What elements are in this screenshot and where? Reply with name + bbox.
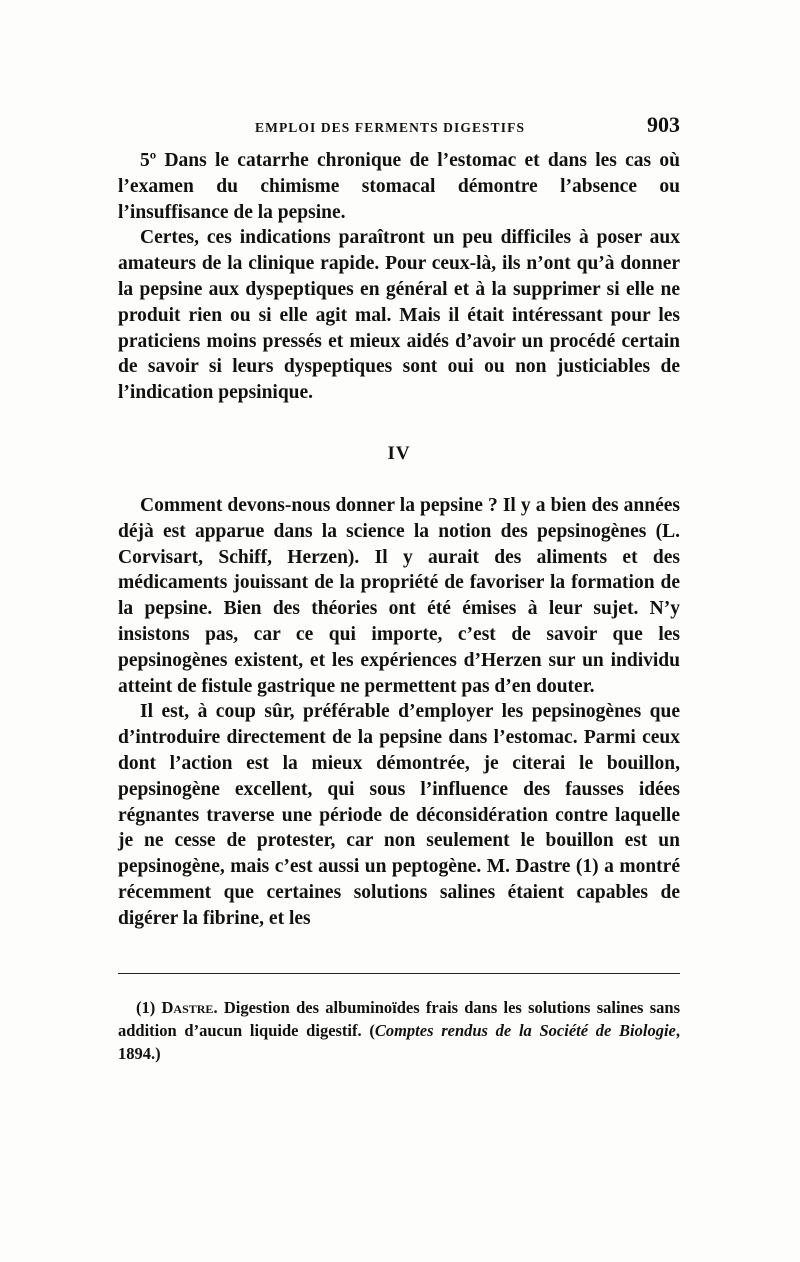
footnote	[118, 996, 680, 1065]
body-text-top	[118, 148, 680, 406]
running-title: EMPLOI DES FERMENTS DIGESTIFS	[255, 120, 526, 135]
page-header	[118, 112, 680, 142]
footnote-journal: Comptes rendus de la Société de Biologie	[374, 1021, 676, 1040]
paragraph: Certes, ces indications paraîtront un peu difficiles à poser aux amateurs de la clinique rapide. Pour ceux-là, ils n’ont qu’à donner la pepsine aux dyspeptiques en général et à la supprimer si elle ne produit rien ou si elle agit mal. Mais il était intéressant pour les praticiens moins pressés et mieux aidés d’avoir un procédé certain de savoir si leurs dyspeptiques sont oui ou non justiciables de l’indication pepsinique.	[118, 227, 680, 404]
body-text-bottom	[118, 493, 680, 932]
footnote-marker: (1)	[136, 998, 162, 1017]
footnote-text: . Digestion des albuminoïdes frais dans les solutions salines sans addition d’aucun liquide digestif. (	[118, 998, 680, 1040]
paragraph: Il est, à coup sûr, préférable d’employer les pepsinogènes que d’introduire directement de la pepsine dans l’estomac. Parmi ceux dont l’action est la mieux démontrée, je citerai le bouillon, pepsinogène excellent, qui sous l’influence des fausses idées régnantes traverse une période de déconsidération contre laquelle je ne cesse de protester, car non seulement le bouillon est un pepsinogène, mais c’est aussi un peptogène. M. Dastre (1) a montré récemment que certaines solutions salines étaient capables de digérer la fibrine, et les	[118, 701, 680, 929]
paragraph: Comment devons-nous donner la pepsine ? Il y a bien des années déjà est apparue dans la science la notion des pepsinogènes (L. Corvisart, Schiff, Herzen). Il y aurait des aliments et des médicaments jouissant de la propriété de favoriser la formation de la pepsine. Bien des théories ont été émises à leur sujet. N’y insistons pas, car ce qui importe, c’est de savoir que les pepsinogènes existent, et les expériences d’Herzen sur un individu atteint de fistule gastrique ne permettent pas d’en douter.	[118, 495, 680, 697]
section-heading: IV	[387, 443, 411, 464]
footnote-divider	[118, 973, 680, 974]
footnote-author: Dastre	[161, 998, 214, 1017]
paragraph: 5º Dans le catarrhe chronique de l’estomac et dans les cas où l’examen du chimisme stomacal démontre l’absence ou l’insuffisance de la pepsine.	[118, 150, 680, 223]
footnote-tail: , 1894.)	[118, 1021, 680, 1063]
page-number: 903	[647, 112, 680, 137]
